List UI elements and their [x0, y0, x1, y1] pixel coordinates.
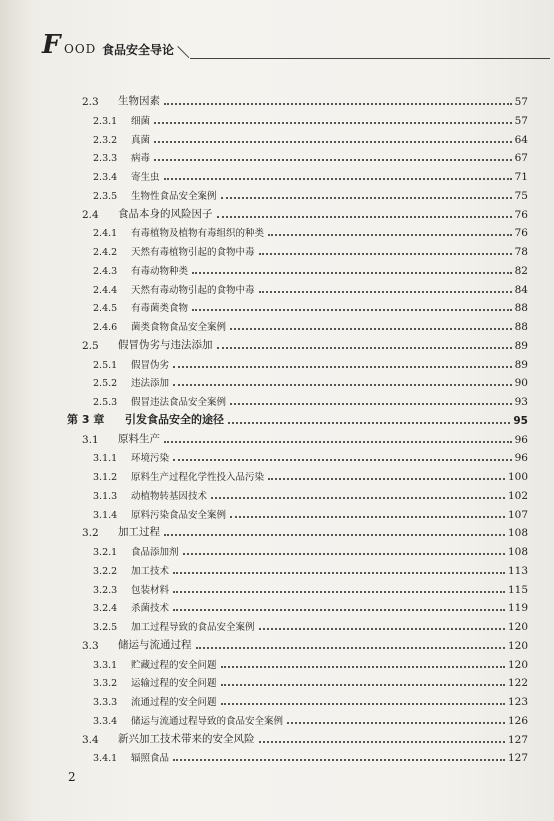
dot-leader	[221, 701, 505, 705]
dot-leader	[154, 157, 512, 161]
toc-entry[interactable]	[93, 598, 528, 614]
toc-entry-title: 新兴加工技术带来的安全风险	[118, 732, 255, 745]
dot-leader	[228, 420, 510, 424]
toc-entry-page: 120	[507, 639, 528, 652]
toc-entry-title: 假冒伪劣与违法添加	[118, 338, 213, 351]
toc-entry-number: 3.3.1	[93, 659, 118, 671]
dot-leader	[154, 139, 512, 143]
toc-entry-title: 有毒菌类食物	[131, 303, 189, 315]
toc-entry[interactable]	[93, 392, 528, 408]
page-number: 2	[68, 770, 76, 784]
toc-entry-number: 3.3	[82, 639, 99, 652]
dot-leader	[192, 307, 512, 311]
toc-entry-title: 病毒	[131, 153, 151, 165]
dot-leader	[173, 589, 505, 593]
toc-entry-page: 119	[507, 602, 528, 615]
toc-entry-page: 126	[507, 714, 528, 727]
toc-entry-page: 57	[514, 96, 528, 108]
toc-entry[interactable]	[93, 748, 528, 764]
toc-entry-page: 120	[507, 658, 528, 671]
toc-entry-number: 2.3.4	[93, 172, 118, 183]
dot-leader	[164, 532, 505, 536]
dot-leader	[217, 214, 512, 218]
toc-entry[interactable]	[93, 317, 528, 333]
dot-leader	[183, 551, 505, 555]
toc-entry-page: 89	[514, 358, 528, 371]
dot-leader	[287, 720, 505, 724]
toc-entry-title: 假冒违法食品安全案例	[131, 397, 227, 408]
toc-entry[interactable]	[93, 223, 528, 239]
toc-entry-title: 有毒植物及植物有毒组织的种类	[131, 228, 265, 240]
toc-entry-page: 75	[514, 189, 528, 202]
toc-entry[interactable]	[93, 242, 528, 258]
toc-entry[interactable]	[93, 130, 528, 146]
toc-entry-number: 3.2.4	[93, 603, 118, 615]
toc-entry-title: 贮藏过程的安全问题	[131, 659, 217, 671]
toc-entry[interactable]	[93, 580, 528, 596]
toc-entry-page: 76	[514, 227, 528, 240]
toc-entry-page: 88	[514, 321, 528, 333]
dot-leader	[259, 626, 505, 630]
toc-entry[interactable]	[82, 430, 528, 446]
toc-entry-number: 3.2.5	[93, 622, 118, 633]
toc-entry-number: 2.4.1	[93, 228, 118, 240]
toc-entry-page: 120	[507, 621, 528, 633]
toc-entry-title: 储运与流通过程	[118, 638, 192, 651]
toc-entry[interactable]	[93, 280, 528, 296]
toc-entry[interactable]	[82, 636, 528, 652]
toc-entry-page: 96	[514, 433, 528, 446]
toc-entry[interactable]	[93, 486, 528, 502]
dot-leader	[230, 401, 512, 405]
toc-entry-number: 2.4.3	[93, 265, 118, 277]
dot-leader	[196, 645, 505, 649]
toc-entry-title: 辐照食品	[131, 753, 170, 765]
toc-entry[interactable]	[82, 730, 528, 746]
toc-entry[interactable]	[93, 692, 528, 708]
toc-entry-title: 假冒伪劣	[131, 359, 170, 371]
toc-entry[interactable]	[93, 673, 528, 689]
toc-entry-title: 动植物转基因技术	[131, 490, 208, 502]
toc-entry-page: 67	[514, 152, 528, 165]
toc-entry-page: 96	[514, 452, 528, 465]
toc-entry-page: 64	[514, 133, 528, 146]
dot-leader	[221, 682, 505, 686]
dot-leader	[173, 364, 512, 368]
toc-entry-title: 加工过程导致的食品安全案例	[131, 622, 255, 633]
toc-entry-page: 84	[514, 283, 528, 296]
toc-entry-number: 3.2.1	[93, 547, 118, 558]
toc-entry-number: 3.2.2	[93, 565, 118, 577]
toc-entry-number: 3.3.2	[93, 678, 118, 690]
toc-entry-page: 115	[507, 583, 528, 596]
dot-leader	[164, 439, 512, 443]
dot-leader	[173, 570, 505, 574]
dot-leader	[259, 739, 505, 743]
toc-entry-number: 3.4	[82, 733, 99, 746]
toc-entry[interactable]	[82, 523, 528, 539]
dot-leader	[221, 664, 505, 668]
dot-leader	[259, 251, 512, 255]
toc-entry-page: 88	[514, 302, 528, 315]
toc-entry-number: 3.1.4	[93, 509, 118, 521]
toc-entry-number: 3.3.4	[93, 715, 118, 727]
toc-entry[interactable]	[93, 298, 528, 314]
dot-leader	[230, 514, 505, 518]
toc-entry[interactable]	[93, 148, 528, 164]
toc-entry-number: 3.1	[82, 433, 99, 446]
toc-entry-title: 有毒动物种类	[131, 265, 189, 277]
dot-leader	[259, 289, 512, 293]
toc-entry-page: 78	[514, 246, 528, 258]
toc-entry[interactable]	[93, 448, 528, 464]
toc-entry-number: 3.3.3	[93, 697, 118, 708]
toc-entry-page: 108	[507, 546, 528, 558]
toc-entry[interactable]	[93, 505, 528, 521]
toc-entry[interactable]	[93, 467, 528, 483]
toc-entry-page: 127	[507, 733, 528, 746]
toc-entry-page: 57	[514, 114, 528, 127]
toc-entry-number: 3.2	[82, 527, 99, 540]
toc-entry-number: 3.1.1	[93, 453, 118, 465]
toc-entry-page: 95	[513, 414, 528, 427]
dot-leader	[192, 270, 512, 274]
toc-entry-title: 运输过程的安全问题	[131, 678, 217, 690]
toc-entry[interactable]	[93, 111, 528, 127]
toc-entry-page: 107	[507, 508, 528, 521]
toc-entry[interactable]	[93, 373, 528, 389]
toc-entry-title: 储运与流通过程导致的食品安全案例	[131, 715, 284, 727]
toc-entry-number: 2.5.3	[93, 397, 118, 408]
toc-entry[interactable]	[93, 261, 528, 277]
toc-entry[interactable]	[93, 711, 528, 727]
dot-leader	[230, 326, 512, 330]
toc-entry-title: 引发食品安全的途径	[125, 412, 224, 426]
toc-entry-title: 食品本身的风险因子	[118, 207, 213, 220]
toc-chapter-entry[interactable]	[67, 411, 528, 427]
toc-entry-number: 2.5.1	[93, 359, 118, 371]
toc-entry-page: 89	[514, 339, 528, 352]
toc-entry-number: 2.4.6	[93, 322, 118, 333]
toc-entry-title: 杀菌技术	[131, 603, 170, 615]
toc-entry-title: 加工过程	[118, 526, 160, 539]
toc-entry-title: 细菌	[131, 115, 151, 127]
toc-entry-number: 3.4.1	[93, 753, 118, 765]
toc-entry-number: 3.1.2	[93, 472, 118, 483]
toc-entry-number: 2.4	[82, 208, 99, 221]
toc-entry-number: 2.5.2	[93, 378, 118, 390]
toc-entry[interactable]	[93, 655, 528, 671]
toc-entry-title: 天然有毒植物引起的食物中毒	[131, 247, 255, 258]
toc-entry-title: 原料生产过程化学性投入品污染	[131, 472, 265, 483]
dot-leader	[268, 232, 512, 236]
toc-entry-title: 违法添加	[131, 378, 170, 390]
toc-entry-title: 生物因素	[118, 95, 160, 107]
toc-entry-number: 2.3	[82, 96, 99, 108]
dot-leader	[164, 176, 512, 180]
dot-leader	[154, 120, 512, 124]
toc-entry-title: 流通过程的安全问题	[131, 697, 217, 708]
toc-entry-title: 加工技术	[131, 565, 170, 577]
dot-leader	[173, 382, 512, 386]
toc-entry-page: 127	[507, 752, 528, 765]
toc-entry[interactable]	[82, 336, 528, 352]
toc-entry[interactable]	[93, 617, 528, 633]
toc-entry[interactable]	[93, 186, 528, 202]
toc-entry-page: 102	[507, 489, 528, 502]
toc-entry-title: 原料生产	[118, 432, 160, 445]
toc-entry-number: 2.3.3	[93, 153, 118, 165]
toc-entry-title: 天然有毒动物引起的食物中毒	[131, 284, 255, 296]
toc-entry-number: 2.4.5	[93, 303, 118, 315]
toc-entry-page: 93	[514, 396, 528, 408]
toc-entry-title: 原料污染食品安全案例	[131, 509, 227, 521]
toc-entry-title: 食品添加剂	[131, 547, 179, 558]
dot-leader	[173, 757, 505, 761]
toc-entry-title: 菌类食物食品安全案例	[131, 322, 227, 333]
toc-entry-title: 环境污染	[131, 453, 170, 465]
toc-entry-title: 包装材料	[131, 584, 170, 596]
toc-entry-page: 76	[514, 208, 528, 221]
toc-entry-number: 3.1.3	[93, 490, 118, 502]
toc-entry[interactable]	[93, 167, 528, 183]
toc-entry[interactable]	[82, 92, 528, 108]
toc-entry-page: 90	[514, 377, 528, 390]
dot-leader	[164, 101, 512, 105]
toc-entry[interactable]	[93, 561, 528, 577]
toc-entry-title: 生物性食品安全案例	[131, 190, 217, 202]
toc-entry[interactable]	[93, 542, 528, 558]
dot-leader	[173, 457, 512, 461]
toc-entry-page: 108	[507, 527, 528, 540]
toc-entry-title: 真菌	[131, 134, 151, 146]
toc-entry-number: 3.2.3	[93, 584, 118, 596]
toc-entry-page: 71	[514, 171, 528, 183]
dot-leader	[217, 345, 512, 349]
dot-leader	[221, 195, 512, 199]
toc-entry-title: 寄生虫	[131, 172, 160, 183]
toc-entry-number: 2.5	[82, 339, 99, 352]
dot-leader	[173, 607, 505, 611]
toc-entry-number: 2.3.2	[93, 134, 118, 146]
toc-entry[interactable]	[93, 355, 528, 371]
toc-entry-page: 82	[514, 264, 528, 277]
header-logo-letter: F	[42, 30, 61, 60]
toc-entry-number: 2.4.4	[93, 284, 118, 296]
toc-entry-page: 123	[507, 696, 528, 708]
toc-entry-number: 2.3.5	[93, 190, 118, 202]
toc-entry-page: 100	[507, 471, 528, 483]
header-book-title: 食品安全导论	[102, 43, 175, 57]
dot-leader	[211, 495, 505, 499]
dot-leader	[268, 476, 505, 480]
header-logo-text: OOD	[64, 42, 97, 56]
toc-entry-page: 113	[507, 564, 528, 577]
toc-entry-number: 2.3.1	[93, 115, 118, 127]
toc-entry-number: 第 3 章	[67, 412, 105, 426]
toc-entry-number: 2.4.2	[93, 247, 118, 258]
toc-entry-page: 122	[507, 677, 528, 690]
toc-entry[interactable]	[82, 205, 528, 221]
